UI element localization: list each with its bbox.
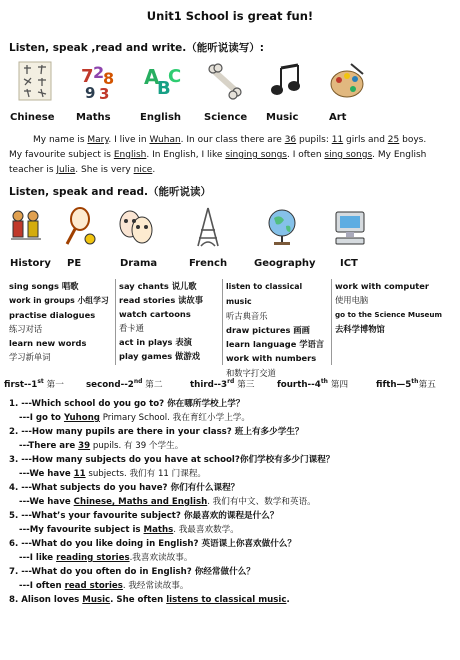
ordinal-item — [86, 378, 163, 390]
eiffel-tower-icon — [188, 206, 228, 248]
question: 6. ---What do you like doing in English? 英语课上你喜欢做什么？ — [9, 539, 296, 549]
statement-blank: Music — [82, 595, 111, 605]
text-segment: My name is — [33, 135, 88, 145]
text-segment: boys. — [399, 135, 427, 145]
phrase: 学习新单词 — [9, 352, 51, 363]
answer — [9, 467, 454, 481]
globe-icon — [262, 206, 302, 248]
ordinal-item — [376, 378, 436, 390]
answer-text: pupils. 有 39 个学生。 — [90, 441, 184, 451]
question: 3. ---How many subjects do you have at school?你们学校有多少门课程？ — [9, 455, 335, 465]
answer-blank: 39 — [78, 441, 91, 451]
phrase: learn new words — [9, 338, 87, 349]
filled-blank: singing songs — [225, 150, 287, 160]
text-segment: . — [152, 165, 156, 175]
column-divider — [222, 279, 223, 365]
phrase: 和数字打交道 — [226, 367, 276, 378]
answer — [9, 439, 454, 453]
phrase: practise dialogues — [9, 310, 96, 321]
phrase: work with numbers — [226, 353, 317, 364]
page-title: Unit1 School is great fun! — [146, 9, 314, 23]
ordinal-word: fourth--4 — [277, 380, 321, 390]
answer-text: Primary School. 我在育红小学上学。 — [99, 413, 250, 423]
svg-text:9: 9 — [85, 84, 96, 102]
svg-text:8: 8 — [103, 69, 115, 88]
phrase: 听古典音乐 — [226, 311, 268, 322]
ordinal-suffix: th — [320, 378, 328, 386]
subject-drama — [114, 206, 158, 248]
section1-heading: Listen, speak ,read and write.（能听说读写）: — [9, 42, 264, 54]
answer — [9, 411, 454, 425]
phrase-column — [9, 279, 113, 365]
section2-heading: Listen, speak and read.（能听说读） — [9, 186, 212, 198]
music-notes-icon — [267, 60, 307, 102]
phrase: work in groups 小组学习 — [9, 296, 109, 306]
answer-text: .我喜欢读故事。 — [129, 553, 193, 563]
intro-paragraph — [9, 133, 449, 178]
answer-text: ---We have — [19, 497, 74, 507]
question: 7. ---What do you often do in English? 你经常做什么？ — [9, 567, 255, 577]
text-segment: . My English — [372, 150, 427, 160]
phrase: draw pictures 画画 — [226, 325, 310, 336]
theatre-masks-icon — [116, 206, 156, 248]
answer — [9, 551, 454, 565]
subject-chinese — [10, 60, 60, 102]
ordinal-chinese: 第四 — [327, 380, 349, 390]
phrase-grid — [0, 279, 460, 378]
svg-text:C: C — [168, 66, 182, 87]
subject-labels-1 — [0, 112, 460, 126]
ordinal-word: fifth—5 — [376, 380, 412, 390]
subject-row-2 — [0, 206, 460, 256]
subject-science — [200, 60, 250, 102]
text-segment: . In our class there are — [180, 135, 285, 145]
filled-blank: nice — [133, 165, 153, 175]
paint-palette-icon — [327, 60, 367, 102]
phrase: say chants 说儿歌 — [119, 281, 197, 291]
filled-blank: English — [113, 150, 147, 160]
question: 1. ---Which school do you go to? 你在哪所学校上学？ — [9, 399, 245, 409]
answer-text: . 我经常读故事。 — [122, 581, 189, 591]
phrase: go to the Science Museum — [335, 310, 442, 320]
text-segment: . I often — [287, 150, 325, 160]
subject-pe — [56, 206, 100, 248]
text-segment: teacher is — [9, 165, 57, 175]
subject-label: PE — [67, 258, 82, 269]
subject-geography — [260, 206, 304, 248]
answer-text: ---There are — [19, 441, 79, 451]
statement-blank: listens to classical music — [166, 595, 287, 605]
ordinal-item — [277, 378, 348, 390]
answer-text: subjects. 我们有 11 门课程。 — [85, 469, 207, 479]
phrase: learn language 学语言 — [226, 339, 325, 350]
ordinal-chinese: 第三 — [234, 380, 255, 390]
subject-french — [186, 206, 230, 248]
subject-label: Geography — [254, 258, 316, 269]
qa-list — [9, 397, 454, 607]
statement-text: 8. Alison loves — [9, 595, 83, 605]
subject-label: Science — [204, 112, 248, 123]
ordinal-word: second--2 — [86, 380, 134, 390]
phrase: listen to classical music — [226, 282, 303, 307]
statement-text: . She often — [110, 595, 167, 605]
subject-labels-2 — [0, 258, 460, 272]
phrase-column — [335, 279, 457, 336]
filled-blank: Mary — [87, 135, 109, 145]
phrase: sing songs 唱歌 — [9, 281, 79, 291]
svg-text:2: 2 — [93, 63, 105, 82]
subject-label: Drama — [120, 258, 158, 269]
subject-history — [4, 206, 48, 248]
ordinal-suffix: nd — [133, 378, 143, 386]
figures-icon — [6, 206, 46, 248]
text-segment: . She is very — [75, 165, 134, 175]
phrase-column — [226, 279, 330, 380]
answer-text: ---I often — [19, 581, 65, 591]
text-segment: . I live in — [108, 135, 150, 145]
subject-label: Maths — [76, 112, 111, 123]
answer-text: . 我们有中文、数学和英语。 — [207, 497, 316, 507]
answer-text: ---We have — [19, 469, 74, 479]
subject-label: French — [189, 258, 228, 269]
answer-blank: read stories — [64, 581, 123, 591]
answer — [9, 579, 454, 593]
phrase: 使用电脑 — [335, 295, 369, 306]
number-digits-icon — [79, 60, 119, 102]
text-segment: girls and — [343, 135, 388, 145]
phrase: read stories 读故事 — [119, 295, 204, 306]
filled-blank: Wuhan — [149, 135, 181, 145]
subject-label: Chinese — [10, 112, 55, 123]
phrase: play games 做游戏 — [119, 351, 200, 362]
ordinal-chinese: 第二 — [142, 380, 163, 390]
column-divider — [115, 279, 116, 365]
answer-text: . 我最喜欢数学。 — [173, 525, 239, 535]
racket-ball-icon — [58, 206, 98, 248]
svg-text:7: 7 — [81, 66, 94, 87]
text-segment: . In English, I like — [146, 150, 226, 160]
ordinal-chinese: 第一 — [43, 380, 64, 390]
answer-blank: 11 — [73, 469, 86, 479]
column-divider — [331, 279, 332, 365]
phrase: watch cartoons — [119, 309, 191, 320]
subject-label: Art — [329, 112, 347, 123]
answer — [9, 523, 454, 537]
phrase: 看卡通 — [119, 323, 144, 334]
svg-text:A: A — [144, 65, 160, 89]
subject-art — [322, 60, 372, 102]
phrase: 练习对话 — [9, 324, 43, 335]
filled-blank: sing songs — [324, 150, 373, 160]
subject-ict — [328, 206, 372, 248]
statement-text: . — [286, 595, 290, 605]
filled-blank: 11 — [331, 135, 344, 145]
answer-text: ---I go to — [19, 413, 64, 423]
ordinal-word: first--1 — [4, 380, 38, 390]
text-segment: pupils: — [296, 135, 332, 145]
ordinal-item — [190, 378, 254, 390]
phrase: act in plays 表演 — [119, 337, 192, 348]
filled-blank: 36 — [284, 135, 297, 145]
bone-icon — [205, 60, 245, 102]
ordinals-row — [4, 378, 456, 392]
svg-text:3: 3 — [99, 85, 110, 102]
filled-blank: 25 — [387, 135, 400, 145]
phrase: 去科学博物馆 — [335, 324, 385, 335]
answer — [9, 495, 454, 509]
subject-label: History — [10, 258, 51, 269]
calligraphy-scroll-icon — [15, 60, 55, 102]
computer-icon — [330, 206, 370, 248]
ordinal-chinese: 第五 — [418, 380, 436, 390]
subject-english — [138, 60, 188, 102]
ordinal-suffix: th — [411, 378, 419, 386]
abc-letters-icon — [143, 60, 183, 102]
subject-label: ICT — [340, 258, 358, 269]
ordinal-item — [4, 378, 64, 390]
filled-blank: Julia — [56, 165, 76, 175]
phrase-column — [119, 279, 221, 364]
ordinal-suffix: st — [37, 378, 44, 386]
question: 2. ---How many pupils are there in your class? 班上有多少学生？ — [9, 427, 304, 437]
answer-text: ---My favourite subject is — [19, 525, 144, 535]
question: 5. ---What’s your favourite subject? 你最喜欢的课程是什么？ — [9, 511, 279, 521]
answer-blank: Chinese, Maths and English — [73, 497, 208, 507]
answer-blank: Yuhong — [63, 413, 100, 423]
text-segment: My favourite subject is — [9, 150, 114, 160]
answer-text: ---I like — [19, 553, 57, 563]
question: 4. ---What subjects do you have? 你们有什么课程？ — [9, 483, 240, 493]
answer-blank: Maths — [143, 525, 174, 535]
ordinal-word: third--3 — [190, 380, 228, 390]
phrase: work with computer — [335, 281, 429, 291]
answer-blank: reading stories — [56, 553, 130, 563]
subject-maths — [74, 60, 124, 102]
statement — [9, 593, 454, 607]
svg-text:B: B — [157, 78, 171, 99]
subject-music — [262, 60, 312, 102]
subject-label: English — [140, 112, 182, 123]
ordinal-suffix: rd — [227, 378, 235, 386]
subject-label: Music — [266, 112, 299, 123]
